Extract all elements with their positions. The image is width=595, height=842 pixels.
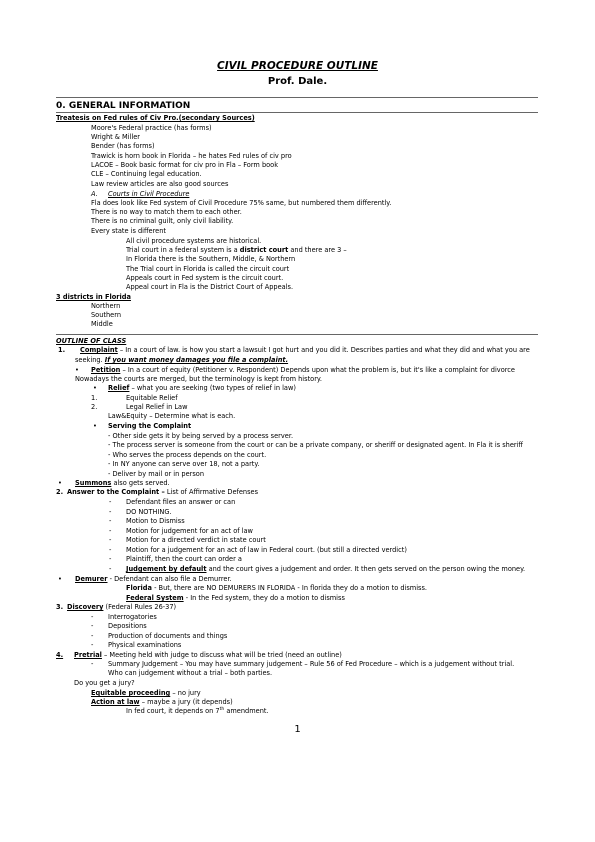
list-number: 1. [58,346,66,354]
dash-icon: - [109,565,112,573]
outline-heading: OUTLINE OF CLASS [56,337,127,345]
dash-icon: - [109,536,112,544]
document-author: Prof. Dale. [267,76,328,87]
dash-icon: - [91,660,94,668]
list-item: Motion for a directed verdict in state court [126,536,266,544]
section-divider [56,112,538,113]
list-item: Depositions [108,622,147,630]
bullet-icon: • [58,575,62,583]
text-line: Equitable proceeding – no jury [91,689,201,697]
text-line: CLE – Continuing legal education. [91,170,202,178]
text-line: Summons also gets served. [75,479,170,487]
text-line: LACOE – Book basic format for civ pro in Fla – Form book [91,161,279,169]
text-line: Equitable Relief [126,394,178,402]
text-line: There is no way to match them to each other. [91,208,242,216]
text-line: Do you get a jury? [74,679,135,687]
text-line: Who can judgement without a trial – both parties. [108,669,273,677]
dash-icon: - [109,546,112,554]
dash-icon: - [91,641,94,649]
section-divider [56,97,538,98]
list-item: Motion to Dismiss [126,517,185,525]
list-item: Middle [91,320,113,328]
document-title: CIVIL PROCEDURE OUTLINE [217,60,378,72]
bullet-icon: • [93,384,97,392]
treatises-heading: Treatesis on Fed rules of Civ Pro.(secondary Sources) [56,114,255,122]
list-item: Northern [91,302,121,310]
text-line: Answer to the Complaint – List of Affirmative Defenses [67,488,259,496]
text-line: - Other side gets it by being served by a process server. [108,432,294,440]
list-item: Motion for a judgement for an act of law in Federal court. (but still a directed verdict) [126,546,407,554]
dash-icon: - [91,622,94,630]
text-line: Complaint – In a court of law. is how you start a lawsuit I got hurt and you did it. Describes parties and what they did and what you are [80,346,530,354]
dash-icon: - [109,498,112,506]
text-line: Federal System - In the Fed system, they do a motion to dismiss [126,594,345,602]
text-line: - In NY anyone can serve over 18, not a party. [108,460,260,468]
text-line: Discovery (Federal Rules 26-37) [67,603,177,611]
text-line: Law review articles are also good sources [91,180,229,188]
text-line: In Florida there is the Southern, Middle, & Northern [126,255,296,263]
text-line: Nowadays the courts are merged, but the terminology is kept from history. [75,375,322,383]
text-line: Demurer - Defendant can also file a Demurrer. [75,575,232,583]
list-number: 2. [56,488,64,496]
list-item: Motion for judgement for an act of law [126,527,253,535]
text-line: Relief – what you are seeking (two types of relief in law) [108,384,296,392]
dash-icon: - [109,527,112,535]
text-line: Bender (has forms) [91,142,155,150]
dash-icon: - [91,632,94,640]
text-line: Appeals court in Fed system is the circuit court. [126,274,284,282]
text-line: Summary Judgement – You may have summary judgement – Rule 56 of Fed Procedure – which is a judgement without trial. [108,660,515,668]
text-line: Trial court in a federal system is a district court and there are 3 – [126,246,347,254]
text-line: Pretrial – Meeting held with judge to discuss what will be tried (need an outline) [74,651,342,659]
section-heading: 0. GENERAL INFORMATION [56,101,191,111]
text-line: Action at law – maybe a jury (it depends) [91,698,233,706]
text-line: - Deliver by mail or in person [108,470,204,478]
list-number: 4. [56,651,64,659]
subsection-heading: Courts in Civil Procedure [108,190,190,198]
list-number: 1. [91,394,98,402]
list-item: Southern [91,311,121,319]
list-item: Production of documents and things [108,632,228,640]
bullet-icon: • [93,422,97,430]
text-line: seeking. If you want money damages you file a complaint. [75,356,289,364]
subsection-letter: A. [91,190,98,198]
text-line: In fed court, it depends on 7th amendment. [126,706,269,715]
text-line: - Who serves the process depends on the court. [108,451,267,459]
list-item: Defendant files an answer or can [126,498,236,506]
bullet-icon: • [58,479,62,487]
list-item: Physical examinations [108,641,182,649]
text-line: Trawick is horn book in Florida – he hates Fed rules of civ pro [91,152,292,160]
text-line: Fla does look like Fed system of Civil Procedure 75% same, but numbered them differently. [91,199,392,207]
section-divider [56,334,538,335]
page-number: 1 [294,724,301,735]
list-number: 2. [91,403,98,411]
text-line: Every state is different [91,227,167,235]
text-line: Legal Relief in Law [126,403,188,411]
dash-icon: - [91,613,94,621]
text-line: Petition – In a court of equity (Petitioner v. Respondent) Depends upon what the problem is, but it's like a complaint for divorce [91,366,515,374]
bullet-icon: • [75,366,79,374]
dash-icon: - [109,517,112,525]
text-line: There is no criminal guilt, only civil liability. [91,217,234,225]
text-line: The Trial court in Florida is called the circuit court [126,265,290,273]
text-line: Florida - But, there are NO DEMURERS IN FLORIDA - In florida they do a motion to dismiss. [126,584,428,592]
text-line: Serving the Complaint [108,422,192,430]
list-item: Interrogatories [108,613,157,621]
districts-heading: 3 districts in Florida [56,293,131,301]
dash-icon: - [109,508,112,516]
text-line: Wright & Miller [91,133,141,141]
text-line: Law&Equity – Determine what is each. [108,412,236,420]
dash-icon: - [109,555,112,563]
text-line: All civil procedure systems are historical. [126,237,262,245]
list-number: 3. [56,603,64,611]
text-line: - The process server is someone from the court or can be a private company, or sheriff or designated agent. In Fla it is sheriff [108,441,523,449]
list-item: DO NOTHING. [126,508,172,516]
text-line: Moore's Federal practice (has forms) [91,124,212,132]
text-line: Appeal court in Fla is the District Court of Appeals. [126,283,294,291]
list-item: Judgement by default and the court gives a judgement and order. It then gets served on the person owing the money. [126,565,526,573]
list-item: Plaintiff, then the court can order a [126,555,242,563]
